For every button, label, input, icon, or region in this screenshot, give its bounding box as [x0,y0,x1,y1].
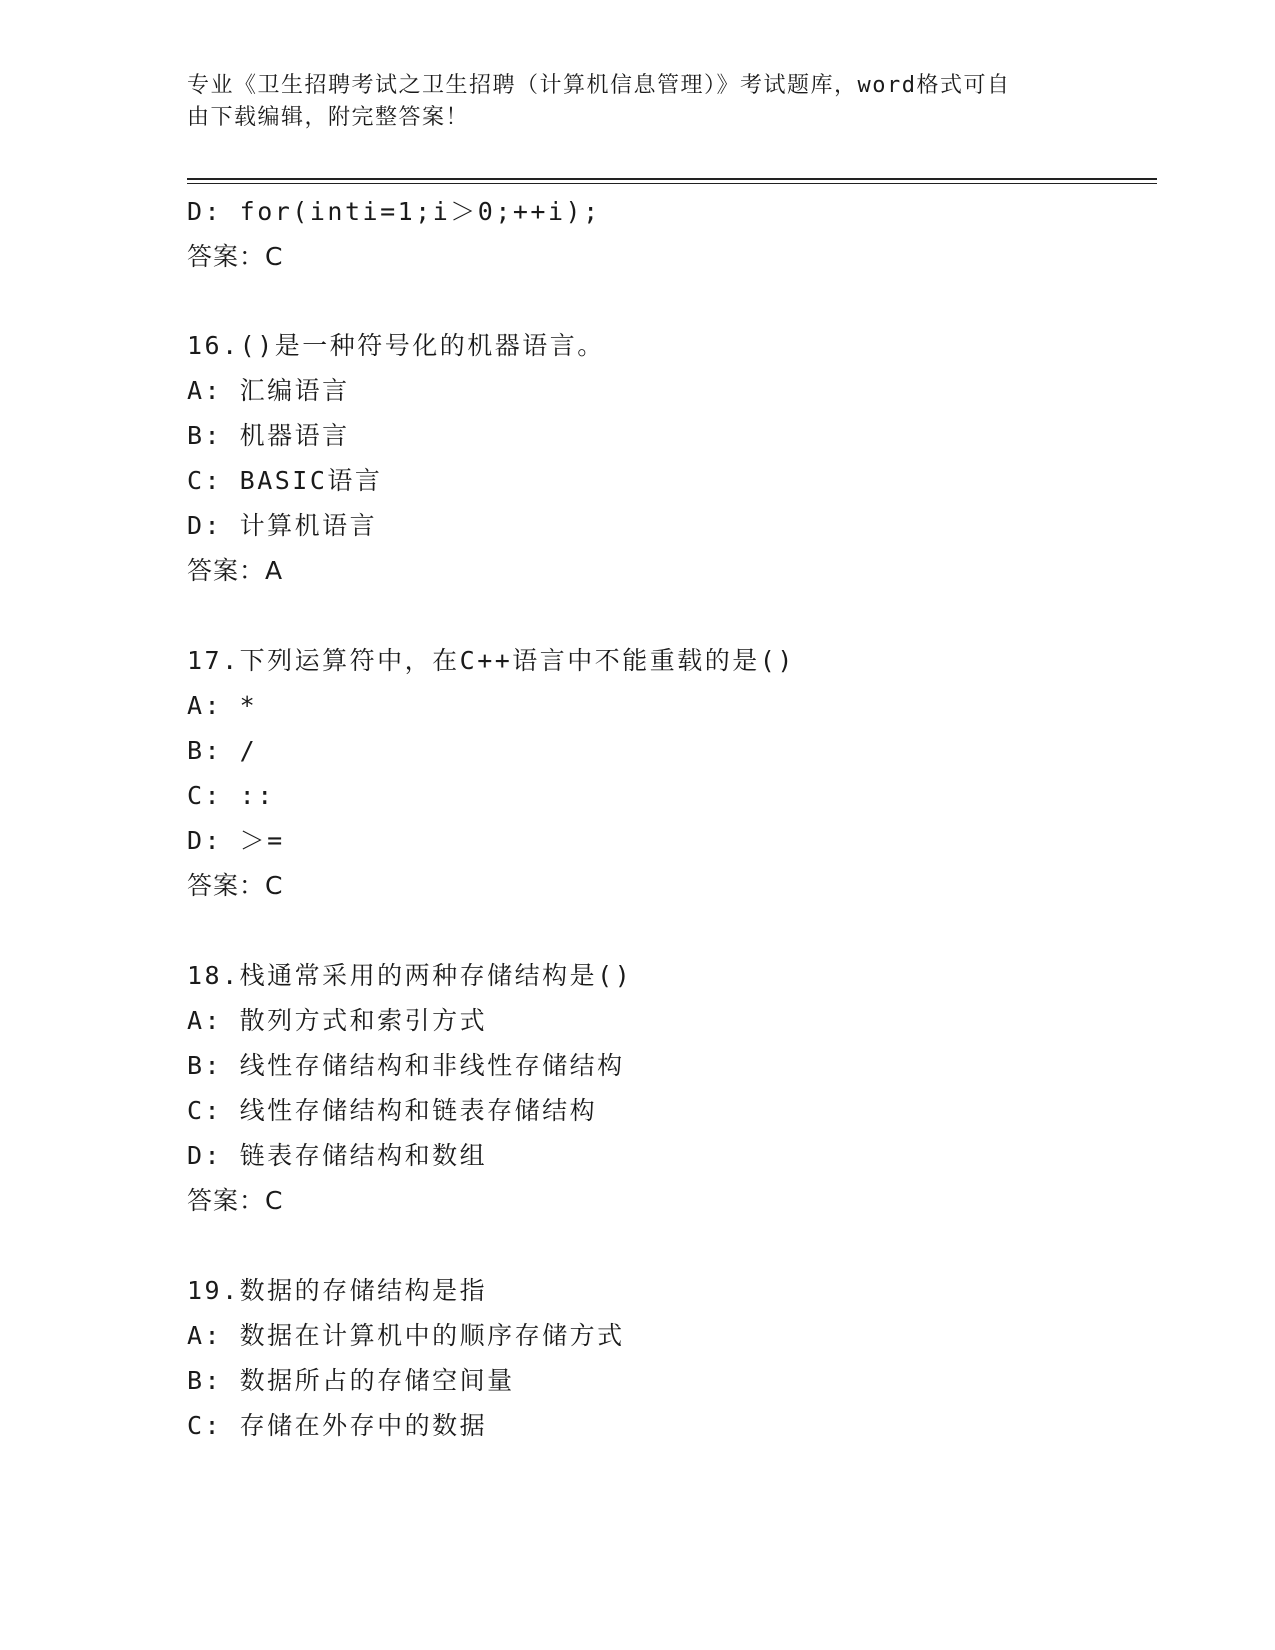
question-18-option-d: D: 链表存储结构和数组 [187,1141,488,1170]
question-15-answer: 答案：C [187,242,284,271]
question-17-option-d: D: ＞= [187,826,285,855]
question-16-answer: 答案：A [187,556,284,585]
question-17-option-b: B: / [187,736,258,765]
question-18-option-a: A: 散列方式和索引方式 [187,1006,488,1035]
question-18-option-c: C: 线性存储结构和链表存储结构 [187,1096,598,1125]
question-17-option-a: A: * [187,691,258,720]
question-16-option-b: B: 机器语言 [187,421,350,450]
question-18-stem: 18.栈通常采用的两种存储结构是() [187,961,633,990]
question-15-option-d: D: for(inti=1;i＞0;++i); [187,197,601,226]
question-18-answer: 答案：C [187,1186,284,1215]
header-rule-thick [187,178,1157,180]
question-16-option-c: C: BASIC语言 [187,466,383,495]
question-19-option-a: A: 数据在计算机中的顺序存储方式 [187,1321,625,1350]
question-18-option-b: B: 线性存储结构和非线性存储结构 [187,1051,625,1080]
question-17-answer: 答案：C [187,871,284,900]
question-19-option-b: B: 数据所占的存储空间量 [187,1366,515,1395]
header-line-2: 由下载编辑，附完整答案！ [187,105,470,130]
header-rule-thin [187,183,1157,184]
question-17-stem: 17.下列运算符中，在C++语言中不能重载的是() [187,646,795,675]
header-line-1: 专业《卫生招聘考试之卫生招聘（计算机信息管理）》考试题库，word格式可自 [187,73,1011,98]
page-header [187,70,1067,134]
question-16-option-d: D: 计算机语言 [187,511,378,540]
question-19-stem: 19.数据的存储结构是指 [187,1276,488,1305]
question-16-option-a: A: 汇编语言 [187,376,350,405]
question-16-stem: 16.()是一种符号化的机器语言。 [187,331,605,360]
question-17-option-c: C: :: [187,781,275,810]
question-19-option-c: C: 存储在外存中的数据 [187,1411,488,1440]
